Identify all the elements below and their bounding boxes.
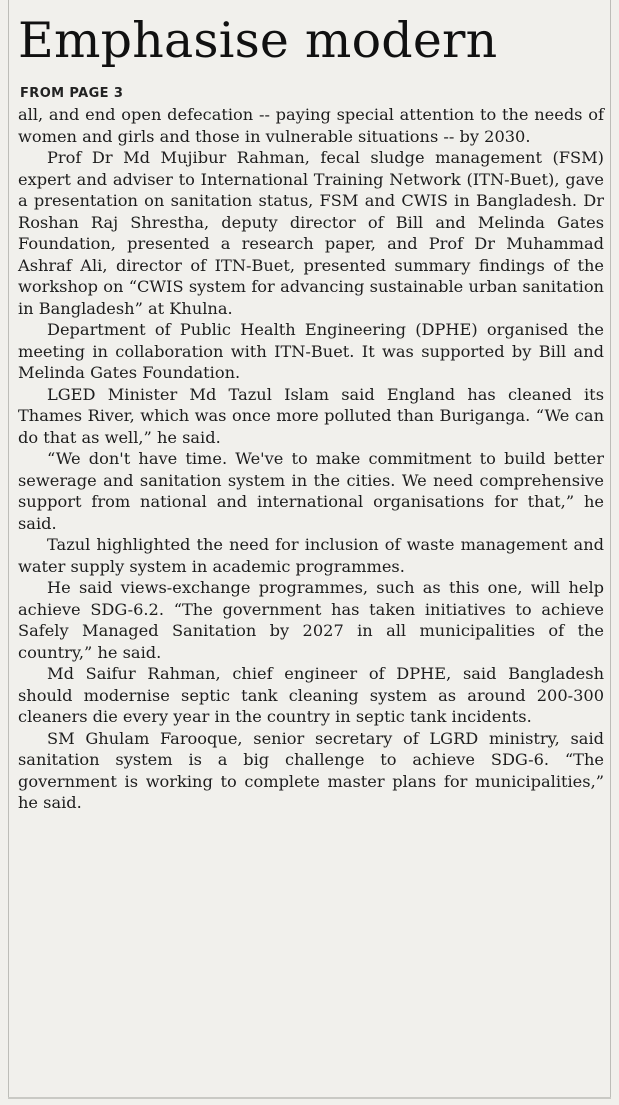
paragraph-1: all, and end open defecation -- paying special attention to the needs of women and girls and those in vulnerable situations -- by 2030. bbox=[18, 105, 604, 146]
article-body bbox=[18, 104, 604, 814]
continued-from-label: FROM PAGE 3 bbox=[20, 86, 124, 101]
headline: Emphasise modern bbox=[18, 12, 498, 69]
paragraph-7: He said views-exchange programmes, such as this one, will help achieve SDG-6.2. “The government has taken initiatives to achieve Safely Managed Sanitation by 2027 in all municipalities of the country,” he said. bbox=[18, 578, 604, 662]
paragraph-8: Md Saifur Rahman, chief engineer of DPHE, said Bangladesh should modernise septic tank cleaning system as around 200-300 cleaners die every year in the country in septic tank incidents. bbox=[18, 664, 604, 726]
paragraph-2: Prof Dr Md Mujibur Rahman, fecal sludge management (FSM) expert and adviser to International Training Network (ITN-Buet), gave a presentation on sanitation status, FSM and CWIS in Bangladesh. Dr Roshan Raj Shrestha, deputy director of Bill and Melinda Gates Foundation, presented a research paper, and Prof Dr Muhammad Ashraf Ali, director of ITN-Buet, presented summary findings of the workshop on “CWIS system for advancing sustainable urban sanitation in Bangladesh” at Khulna. bbox=[18, 148, 604, 318]
paragraph-3: Department of Public Health Engineering (DPHE) organised the meeting in collaboration with ITN-Buet. It was supported by Bill and Melinda Gates Foundation. bbox=[18, 320, 604, 382]
bottom-divider bbox=[8, 1097, 611, 1099]
paragraph-4: LGED Minister Md Tazul Islam said England has cleaned its Thames River, which was once more polluted than Buriganga. “We can do that as well,” he said. bbox=[18, 384, 604, 447]
paragraph-5: “We don't have time. We've to make commitment to build better sewerage and sanitation system in the cities. We need comprehensive support from national and international organisations for that,” he said. bbox=[18, 449, 604, 533]
paragraph-6: Tazul highlighted the need for inclusion of waste management and water supply system in academic programmes. bbox=[18, 535, 604, 576]
paragraph-9: SM Ghulam Farooque, senior secretary of LGRD ministry, said sanitation system is a big challenge to achieve SDG-6. “The government is working to complete master plans for municipalities,” he said. bbox=[18, 728, 604, 812]
